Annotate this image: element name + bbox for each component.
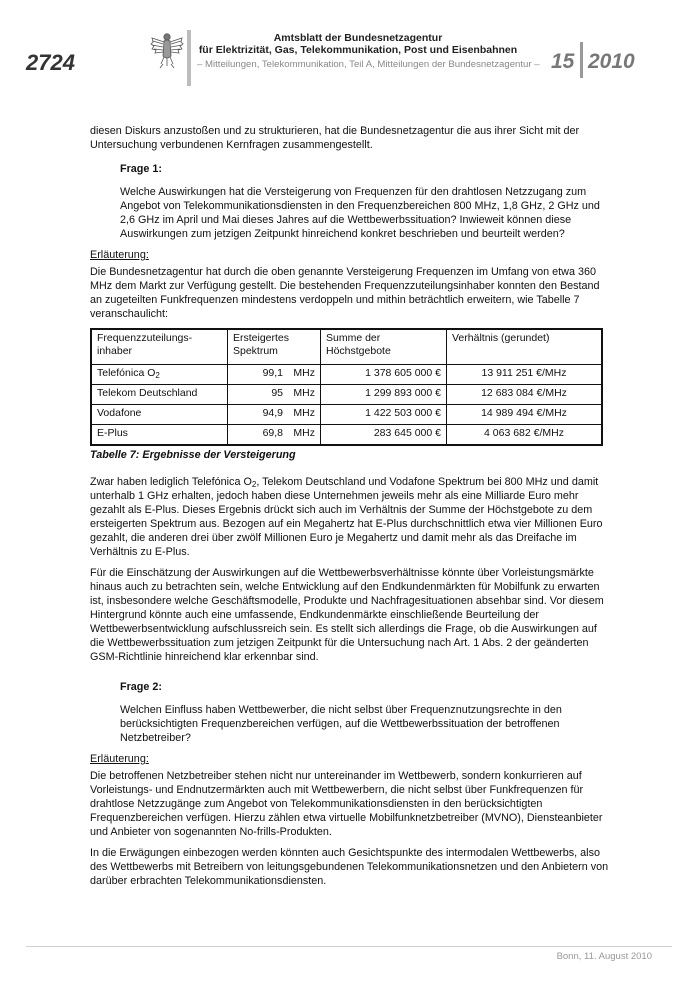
holder-cell — [91, 425, 228, 446]
holder-name: Telekom Deutschland — [97, 387, 198, 399]
ratio-cell: 12 683 084 €/MHz — [447, 385, 603, 405]
holder-name: Telefónica O — [97, 367, 156, 379]
intermodal-paragraph: In die Erwägungen einbezogen werden könnten auch Gesichtspunkte des intermodalen Wettbewerbs, also des Wettbewerbs mit Betreibern von leitungsgebundenen Telekommunikationsnetzen und den Anbietern von darüber erbrachten Telekommunikationsdiensten. — [90, 847, 609, 887]
spectrum-unit: MHz — [293, 427, 315, 439]
explanation-label: Erläuterung — [90, 753, 146, 765]
issue-divider — [580, 42, 583, 78]
question-1-label: Frage 1: — [120, 163, 163, 175]
spectrum-cell — [228, 365, 321, 385]
auction-paragraph: Die Bundesnetzagentur hat durch die oben genannte Versteigerung Frequenzen im Umfang von etwa 360 MHz dem Markt zur Verfügung gestellt. Die bestehenden Frequenzzuteilungsinhaber konnten den Bestand an zugeteilten Funkfrequenzen mindestens verdoppeln und mithin beträchtlich erweitern, wie Tabelle 7 veranschaulicht: — [90, 266, 600, 320]
auction-results-table — [90, 328, 603, 446]
explanation-heading-2 — [90, 752, 610, 766]
ratio-cell: 14 989 494 €/MHz — [447, 405, 603, 425]
bids-cell: 1 378 605 000 € — [321, 365, 447, 385]
question-2-text: Welchen Einfluss haben Wettbewerber, die nicht selbst über Frequenznutzungsrechte in den berücksichtigten Frequenzbereichen verfügen, auf die Wettbewerbssituation der betroffenen Netzbetreiber? — [120, 704, 562, 744]
footer-divider — [26, 946, 672, 947]
table-row — [91, 385, 602, 405]
spectrum-value: 99,1 — [262, 367, 283, 379]
explanation-colon: : — [145, 753, 149, 765]
journal-title — [190, 32, 526, 56]
comparison-text-rest: , Telekom Deutschland und Vodafone Spektrum bei 800 MHz und damit unterhalb 1 GHz erhalten, jedoch haben diese Unternehmen jeweils mehr als eine Milliarde Euro mehr gezahlt als E-Plus. Dieses Ergebnis drückt sich auch im Verhältnis der Summe der Höchstgebote zu dem ersteigerten Spektrum aus. Bezogen auf ein Megahertz hat E-Plus durchschnittlich etwa vier Millionen Euro gezahlt, die anderen drei über zwölf Millionen Euro je Megahertz und damit mehr als das Dreifache im Verhältnis zu E-Plus. — [90, 476, 603, 558]
footer-date: Bonn, 11. August 2010 — [556, 951, 652, 962]
table-header-spectrum: Ersteigertes Spektrum — [228, 329, 321, 365]
holder-subscript: 2 — [155, 371, 160, 380]
holder-cell — [91, 405, 228, 425]
issue-number: 15 — [551, 50, 575, 73]
holder-name: Vodafone — [97, 407, 142, 419]
bids-cell: 1 422 503 000 € — [321, 405, 447, 425]
bids-cell: 1 299 893 000 € — [321, 385, 447, 405]
explanation-heading-1 — [90, 248, 610, 262]
comparison-text-start: Zwar haben lediglich Telefónica O — [90, 476, 252, 488]
table-header-holder: Frequenzzuteilungs-inhaber — [91, 329, 228, 365]
holder-cell — [91, 365, 228, 385]
question-1-text: Welche Auswirkungen hat die Versteigerung von Frequenzen für den drahtlosen Netzzugang zum Angebot von Telekommunikationsdiensten in den Frequenzbereichen 800 MHz, 1,8 GHz, 2 GHz und 2,6 GHz im April und Mai dieses Jahres auf die Wettbewerbssituation? Inwieweit können diese Auswirkungen zum jetzigen Zeitpunkt hinreichend konkret beschrieben und beurteilt werden? — [120, 186, 600, 240]
spectrum-value: 69,8 — [262, 427, 283, 439]
intro-paragraph: diesen Diskurs anzustoßen und zu strukturieren, hat die Bundesnetzagentur die aus ihrer Sicht mit der Untersuchung verbundenen Kernfragen zusammengestellt. — [90, 125, 580, 151]
table-header-bids: Summe der Höchstgebote — [321, 329, 447, 365]
table-header-ratio: Verhältnis (gerundet) — [447, 329, 603, 365]
table-row — [91, 365, 602, 385]
assessment-paragraph: Für die Einschätzung der Auswirkungen auf die Wettbewerbsverhältnisse könnte über Vorleistungsmärkte hinaus auch zu betrachten sein, welche Entwicklung auf den Endkundenmärkten für Mobilfunk zu erwarten ist, insbesondere welche Geschäftsmodelle, Produkte und Nachfragesituationen absehbar sind. Vor diesem Hintergrund könnte auch eine umfassende, Endkundenmärkte einschließende Beurteilung der Wettbewerbsentwicklung aufschlussreich sein. Es stellt sich allerdings die Frage, ob die Auswirkungen auf die Wettbewerbssituation zum jetzigen Zeitpunkt für die Untersuchung nach Art. 1 Abs. 2 der geänderten GSM-Richtlinie hinreichend klar erkennbar sind. — [90, 567, 604, 663]
holder-cell — [91, 385, 228, 405]
federal-eagle-icon — [150, 30, 184, 70]
spectrum-cell — [228, 405, 321, 425]
spectrum-unit: MHz — [293, 367, 315, 379]
table-header-row — [91, 329, 602, 365]
journal-title-line1: Amtsblatt der Bundesnetzagentur — [273, 32, 443, 44]
ratio-cell: 13 911 251 €/MHz — [447, 365, 603, 385]
journal-subtitle: – Mitteilungen, Telekommunikation, Teil A, Mitteilungen der Bundesnetzagentur – — [197, 59, 540, 70]
holder-name: E-Plus — [97, 427, 128, 439]
page-number: 2724 — [26, 50, 75, 75]
comparison-subscript: 2 — [251, 480, 257, 489]
issue-year: 2010 — [588, 50, 635, 73]
explanation-colon: : — [145, 249, 149, 261]
document-body — [90, 124, 610, 895]
table-caption: Tabelle 7: Ergebnisse der Versteigerung — [90, 449, 296, 461]
spectrum-value: 94,9 — [262, 407, 283, 419]
table-row — [91, 425, 602, 446]
journal-title-line2: für Elektrizität, Gas, Telekommunikation, Post und Eisenbahnen — [198, 44, 518, 56]
ratio-cell: 4 063 682 €/MHz — [447, 425, 603, 446]
spectrum-cell — [228, 385, 321, 405]
spectrum-cell — [228, 425, 321, 446]
comparison-paragraph — [90, 475, 610, 559]
spectrum-unit: MHz — [293, 407, 315, 419]
table-row — [91, 405, 602, 425]
bids-cell: 283 645 000 € — [321, 425, 447, 446]
spectrum-unit: MHz — [293, 387, 315, 399]
spectrum-value: 95 — [271, 387, 283, 399]
question-2-label: Frage 2: — [120, 681, 163, 693]
explanation-label: Erläuterung — [90, 249, 146, 261]
competitors-paragraph: Die betroffenen Netzbetreiber stehen nicht nur untereinander im Wettbewerb, sondern konkurrieren auf Vorleistungs- und Endnutzermärkten auch mit Wettbewerbern, die nicht selbst über Funkfrequenzen für drahtlose Netzzugänge zum Angebot von Telekommunikationsdiensten in den berücksichtigten Frequenzbereichen verfügen. Hierzu zählen etwa virtuelle Mobilfunknetzbetreiber (MVNO), Diensteanbieter und Anbieter von sogenannten No-frills-Produkten. — [90, 770, 603, 838]
